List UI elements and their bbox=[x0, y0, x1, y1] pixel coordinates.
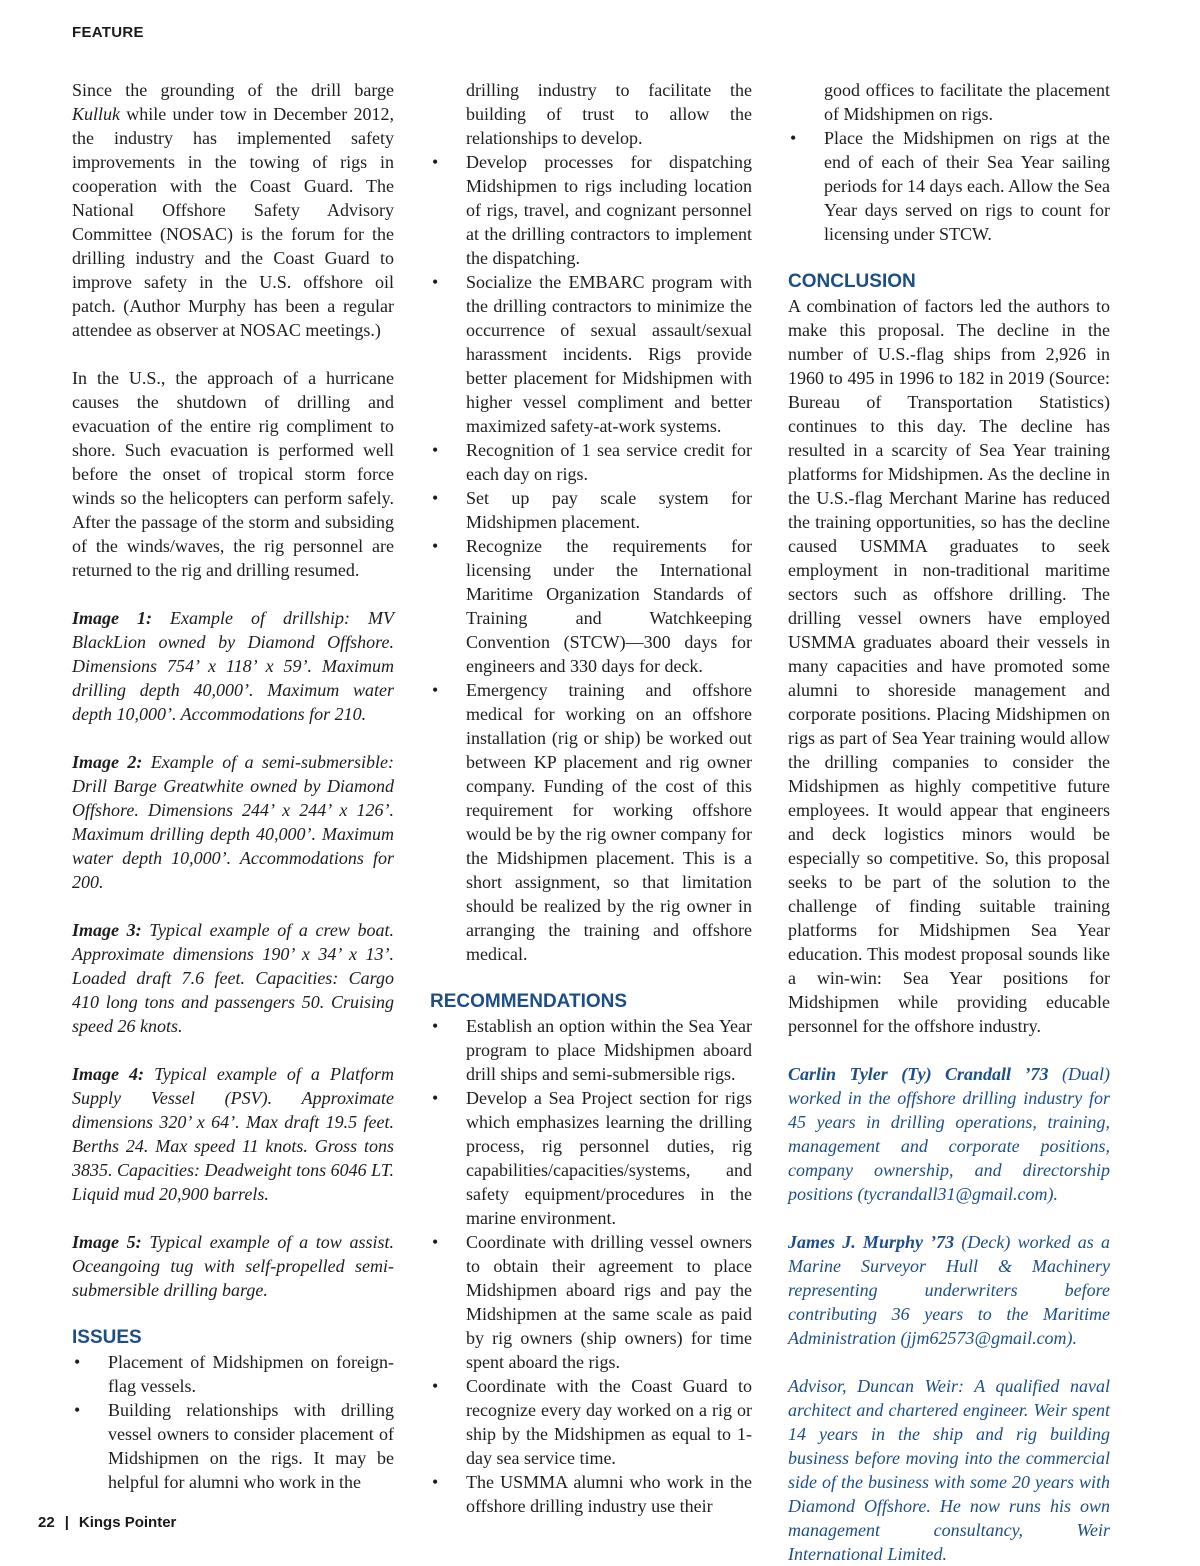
section-label: FEATURE bbox=[72, 24, 144, 41]
issues-list-continued bbox=[430, 78, 752, 966]
list-item: • Building relationships with drilling vessel owners to consider placement of Midshipmen on the rigs. It may be helpful for alumni who work in the bbox=[72, 1398, 394, 1494]
page-footer bbox=[38, 1514, 176, 1531]
column-2 bbox=[430, 78, 752, 1518]
list-item: • Recognize the requirements for licensing under the International Maritime Organization Standards of Training and Watchkeeping Convention (STCW)—300 days for engineers and 330 days for deck. bbox=[430, 534, 752, 678]
recommendations-heading: RECOMMENDATIONS bbox=[430, 991, 628, 1012]
list-item: • Emergency training and offshore medical for working on an offshore installation (rig or ship) be worked out between KP placement and rig owner company. Funding of the cost of this requirement for working offshore would be by the rig owner company for the Midshipmen placement. This is a short assignment, so that limitation should be realized by the rig owner in arranging the training and offshore medical. bbox=[430, 678, 752, 966]
image-caption: Image 2: Example of a semi-submersible: Drill Barge Greatwhite owned by Diamond Offshore. Dimensions 244’ x 244’ x 126’. Maximum drilling depth 40,000’. Maximum water depth 10,000’. Accommodations for 200. bbox=[72, 752, 394, 892]
list-item-continued: good offices to facilitate the placement of Midshipmen on rigs. bbox=[824, 80, 1110, 124]
conclusion-heading: CONCLUSION bbox=[788, 271, 916, 292]
list-item-continued: drilling industry to facilitate the building of trust to allow the relationships to develop. bbox=[466, 80, 752, 148]
author-bio: Carlin Tyler (Ty) Crandall ’73 (Dual) worked in the offshore drilling industry for 45 years in drilling operations, training, management and corporate positions, company ownership, and directorship positions (tycrandall31@gmail.com). bbox=[788, 1064, 1110, 1204]
list-item: • Recognition of 1 sea service credit for each day on rigs. bbox=[430, 438, 752, 486]
recommendations-list-continued bbox=[788, 78, 1110, 246]
list-item: • The USMMA alumni who work in the offshore drilling industry use their bbox=[430, 1470, 752, 1518]
list-item: • Coordinate with the Coast Guard to recognize every day worked on a rig or ship by the Midshipmen as equal to 1-day sea service time. bbox=[430, 1374, 752, 1470]
hurricane-paragraph: In the U.S., the approach of a hurricane causes the shutdown of drilling and evacuation of the entire rig compliment to shore. Such evacuation is performed well before the onset of tropical storm force winds so the helicopters can perform safely. After the passage of the storm and subsiding of the winds/waves, the rig personnel are returned to the rig and drilling resumed. bbox=[72, 368, 394, 580]
list-item: • Place the Midshipmen on rigs at the end of each of their Sea Year sailing periods for 14 days each. Allow the Sea Year days served on rigs to count for licensing under STCW. bbox=[788, 126, 1110, 246]
list-item: • Socialize the EMBARC program with the drilling contractors to minimize the occurrence of sexual assault/sexual harassment incidents. Rigs provide better placement for Midshipmen with higher vessel compliment and better maximized safety-at-work systems. bbox=[430, 270, 752, 438]
image-caption: Image 1: Example of drillship: MV BlackLion owned by Diamond Offshore. Dimensions 754’ x 118’ x 59’. Maximum drilling depth 40,000’. Maximum water depth 10,000’. Accommodations for 210. bbox=[72, 608, 394, 724]
author-bio: James J. Murphy ’73 (Deck) worked as a Marine Surveyor Hull & Machinery representing underwriters before contributing 36 years to the Maritime Administration (jjm62573@gmail.com). bbox=[788, 1232, 1110, 1348]
intro-paragraph: Since the grounding of the drill barge Kulluk while under tow in December 2012, the industry has implemented safety improvements in the towing of rigs in cooperation with the Coast Guard. The National Offshore Safety Advisory Committee (NOSAC) is the forum for the drilling industry and the Coast Guard to improve safety in the U.S. offshore oil patch. (Author Murphy has been a regular attendee as observer at NOSAC meetings.) bbox=[72, 80, 394, 340]
image-caption: Image 4: Typical example of a Platform Supply Vessel (PSV). Approximate dimensions 320’ x 64’. Max draft 19.5 feet. Berths 24. Max speed 11 knots. Gross tons 3835. Capacities: Deadweight tons 6046 LT. Liquid mud 20,900 barrels. bbox=[72, 1064, 394, 1204]
column-3 bbox=[788, 78, 1110, 1566]
list-item: • Placement of Midshipmen on foreign-flag vessels. bbox=[72, 1350, 394, 1398]
vessel-name: Kulluk bbox=[72, 104, 120, 124]
conclusion-paragraph: A combination of factors led the authors to make this proposal. The decline in the number of U.S.-flag ships from 2,926 in 1960 to 495 in 1996 to 182 in 2019 (Source: Bureau of Transportation Statistics) continues to this day. The decline has resulted in a scarcity of Sea Year training platforms for Midshipmen. As the decline in the U.S.-flag Merchant Marine has reduced the training opportunities, so has the decline caused USMMA graduates to seek employment in non-traditional maritime sectors such as offshore drilling. The drilling vessel owners have employed USMMA graduates aboard their vessels in many capacities and have promoted some alumni to shoreside management and corporate positions. Placing Midshipmen on rigs as part of Sea Year training would allow the drilling companies to consider the Midshipmen as highly competitive future employees. It would appear that engineers and deck logistics minors would be especially so competitive. So, this proposal seeks to be part of the solution to the challenge of finding suitable training platforms for Midshipmen Sea Year education. This modest proposal sounds like a win-win: Sea Year positions for Midshipmen while providing educable personnel for the offshore industry. bbox=[788, 296, 1110, 1036]
issues-heading: ISSUES bbox=[72, 1327, 142, 1348]
issues-list bbox=[72, 1350, 394, 1494]
advisor-bio: Advisor, Duncan Weir: A qualified naval architect and chartered engineer. Weir spent 14 years in the ship and rig building business before moving into the commercial side of the business with some 20 years with Diamond Offshore. He now runs his own management consultancy, Weir International Limited. bbox=[788, 1376, 1110, 1564]
page-number: 22 bbox=[38, 1514, 55, 1531]
publication-name: Kings Pointer bbox=[78, 1514, 177, 1531]
column-1 bbox=[72, 78, 394, 1494]
image-caption: Image 5: Typical example of a tow assist. Oceangoing tug with self-propelled semi-submersible drilling barge. bbox=[72, 1232, 394, 1300]
image-caption: Image 3: Typical example of a crew boat. Approximate dimensions 190’ x 34’ x 13’. Loaded draft 7.6 feet. Capacities: Cargo 410 long tons and passengers 50. Cruising speed 26 knots. bbox=[72, 920, 394, 1036]
footer-separator: | bbox=[64, 1514, 69, 1531]
list-item: • Establish an option within the Sea Year program to place Midshipmen aboard drill ships and semi-submersible rigs. bbox=[430, 1014, 752, 1086]
list-item: • Set up pay scale system for Midshipmen placement. bbox=[430, 486, 752, 534]
list-item: • Develop a Sea Project section for rigs which emphasizes learning the drilling process, rig personnel duties, rig capabilities/capacities/systems, and safety equipment/procedures in the marine environment. bbox=[430, 1086, 752, 1230]
list-item: • Coordinate with drilling vessel owners to obtain their agreement to place Midshipmen aboard rigs and pay the Midshipmen at the same scale as paid by rig owners (ship owners) for time spent aboard the rigs. bbox=[430, 1230, 752, 1374]
recommendations-list bbox=[430, 1014, 752, 1518]
list-item: • Develop processes for dispatching Midshipmen to rigs including location of rigs, travel, and cognizant personnel at the drilling contractors to implement the dispatching. bbox=[430, 150, 752, 270]
